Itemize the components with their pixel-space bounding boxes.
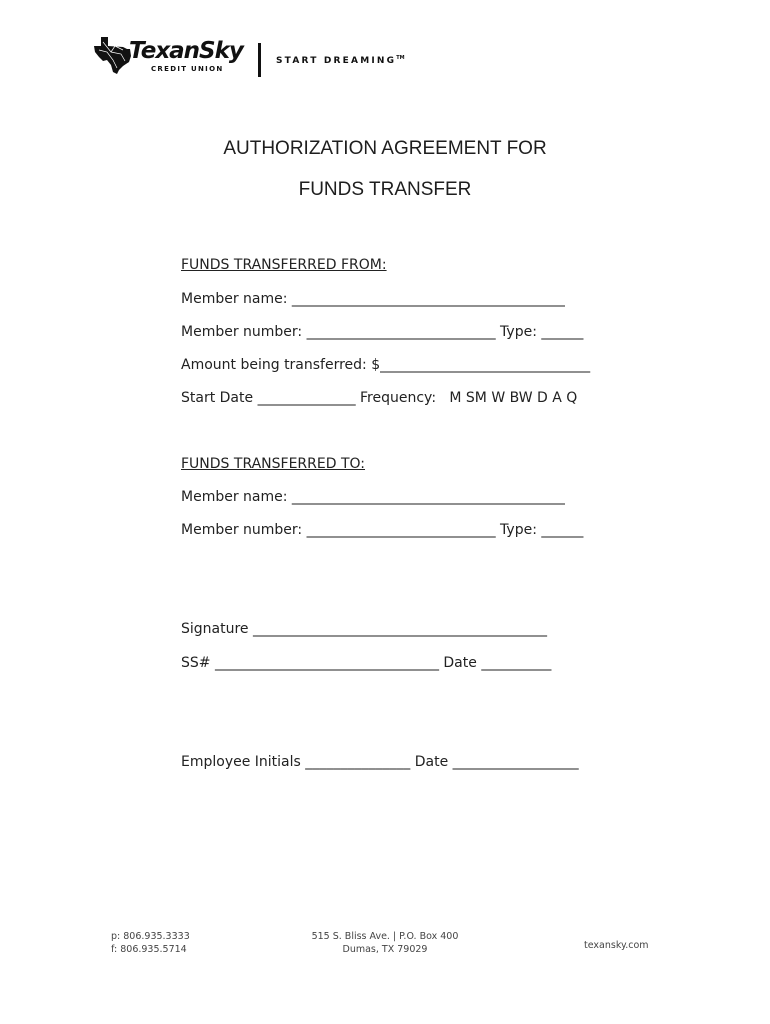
document-title-line-1: AUTHORIZATION AGREEMENT FOR [223,138,547,159]
from-member-name-field[interactable]: Member name: _______________________________________ [181,291,565,307]
from-section-heading: FUNDS TRANSFERRED FROM: [181,257,387,273]
signature-field[interactable]: Signature __________________________________________ [181,621,547,637]
footer-fax: f: 806.935.5714 [111,944,187,955]
from-member-number-field[interactable]: Member number: ___________________________ Type: ______ [181,324,584,340]
amount-field[interactable]: Amount being transferred: $______________________________ [181,357,591,373]
to-section-heading: FUNDS TRANSFERRED TO: [181,456,366,472]
footer-address-line-1: 515 S. Bliss Ave. | P.O. Box 400 [311,931,459,942]
footer-address-line-2: Dumas, TX 79029 [342,944,428,955]
ss-date-field[interactable]: SS# ________________________________ Date __________ [181,655,552,671]
document-title-line-2: FUNDS TRANSFER [298,179,472,200]
employee-initials-date-field[interactable]: Employee Initials _______________ Date __________________ [181,754,579,770]
trademark-mark: TM [396,55,405,61]
logo-subtitle: CREDIT UNION [151,65,224,73]
footer-address [300,930,470,956]
start-date-frequency-field[interactable]: Start Date ______________ Frequency: M SM W BW D A Q [181,390,578,406]
texan-sky-logo [93,34,423,80]
logo-tagline [276,55,405,66]
footer-phone: p: 806.935.3333 [111,931,190,942]
logo-wordmark: TexanSky [129,38,243,64]
logo-divider [258,43,261,77]
footer-contact [111,930,190,956]
to-member-name-field[interactable]: Member name: _______________________________________ [181,489,565,505]
texas-map-icon [93,34,133,74]
to-member-number-field[interactable]: Member number: ___________________________ Type: ______ [181,522,584,538]
footer-website[interactable]: texansky.com [584,940,649,951]
tagline-text: START DREAMING [276,56,397,66]
